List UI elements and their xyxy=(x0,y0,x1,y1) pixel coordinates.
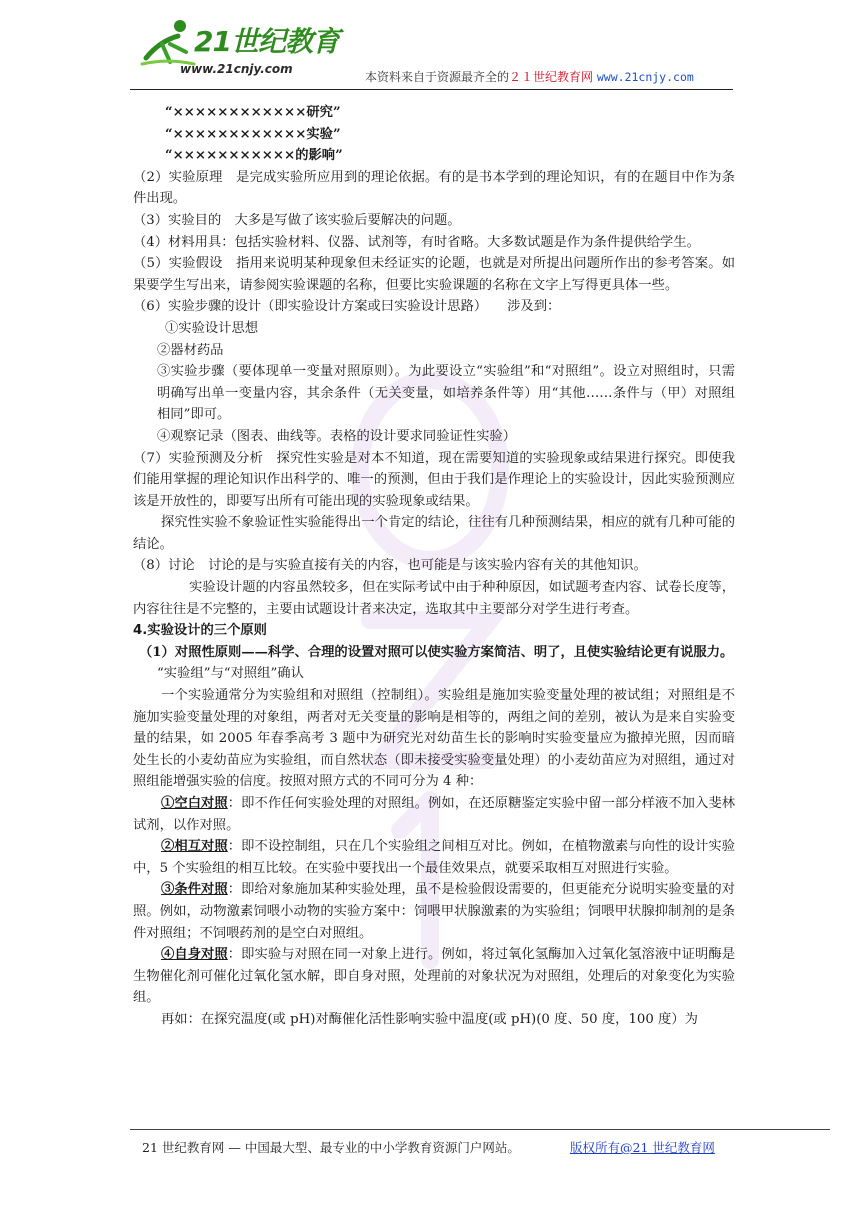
site-logo[interactable] xyxy=(140,14,340,84)
item-materials: （4）材料用具：包括实验材料、仪器、试剂等，有时省略。大多数试题是作为条件提供给学生。 xyxy=(133,234,700,250)
footer-copyright-link[interactable]: 版权所有@21 世纪教育网 xyxy=(570,1140,715,1155)
control-type-self-text: ：即实验与对照在同一对象上进行。例如，将过氧化氢酶加入过氧化氢溶液中证明酶是生物催化剂可催化过氧化氢水解，即自身对照，处理前的对象状况为对照组，处理后的对象变化为实验组。 xyxy=(133,947,736,1006)
section-heading-principles: 4.实验设计的三个原则 xyxy=(133,623,267,639)
document-body xyxy=(133,102,735,1031)
footer-divider xyxy=(130,1129,830,1130)
page-footer xyxy=(142,1138,715,1156)
control-type-mutual-text: ：即不设控制组，只在几个实验组之间相互对比。例如，在植物激素与向性的设计实验中，5 个实验组的相互比较。在实验中要找出一个最佳效果点，就要采取相互对照进行实验。 xyxy=(133,839,736,876)
control-type-mutual-label: ②相互对照 xyxy=(161,839,228,855)
control-type-blank-text: ：即不作任何实验处理的对照组。例如，在还原糖鉴定实验中留一部分样液不加入斐林试剂，以作对照。 xyxy=(133,796,736,833)
control-type-condition-label: ③条件对照 xyxy=(161,882,228,898)
title-example-research: “××××××××××××研究” xyxy=(165,105,341,120)
footer-tagline: 21 世纪教育网 — 中国最大型、最专业的中小学教育资源门户网站。 xyxy=(142,1140,520,1155)
title-example-influence: “×××××××××××的影响” xyxy=(165,148,343,164)
item-principle: （2）实验原理 是完成实验所应用到的理论依据。有的是书本学到的理论知识，有的在题目中作为条件出现。 xyxy=(133,169,735,207)
logo-url: www.21cnjy.com xyxy=(180,62,293,76)
design-summary: 实验设计题的内容虽然较多，但在实际考试中由于种种原因，如试题考查内容、试卷长度等，内容往往是不完整的，主要由试题设计者来决定，选取其中主要部分对学生进行考查。 xyxy=(133,580,735,617)
runner-icon xyxy=(140,18,196,68)
example-temperature-ph: 再如：在探究温度(或 pH)对酶催化活性影响实验中温度(或 pH)(0 度、50 度，100 度）为 xyxy=(161,1011,698,1027)
control-type-condition-text: ：即给对象施加某种实验处理，虽不是检验假设需要的，但更能充分说明实验变量的对照。例如，动物激素饲喂小动物的实验方案中：饲喂甲状腺激素的为实验组；饲喂甲状腺抑制剂的是条件对照组；不饲喂药剂的是空白对照组。 xyxy=(133,882,736,941)
control-type-self xyxy=(133,944,735,1009)
group-definition-text: 一个实验通常分为实验组和对照组（控制组）。实验组是施加实验变量处理的被试组；对照组是不施加实验变量处理的对象组，两者对无关变量的影响是相等的，两组之间的差别，被认为是来自实验变量的结果，如 2005 年春季高考 3 题中为研究光对幼苗生长的影响时实验变量应为撤掉光照，因而暗处生长的小麦幼苗应为实验组，而自然状态（即未接受实验变量处理）的小麦幼苗应为对照组，通过对照组能增强实验的信度。按照对照方式的不同可分为 4 种： xyxy=(133,688,735,790)
note-prefix: 本资料来自于资源最齐全的 xyxy=(365,70,510,84)
page-header xyxy=(0,0,860,92)
header-divider xyxy=(130,89,733,90)
control-type-self-label: ④自身对照 xyxy=(161,947,228,963)
control-type-blank xyxy=(133,793,735,836)
control-type-blank-label: ①空白对照 xyxy=(161,796,228,811)
note-url-link[interactable]: www.21cnjy.com xyxy=(596,70,694,84)
steps-sub-procedure: ③实验步骤（要体现单一变量对照原则）。为此要设立“实验组”和“对照组”。设立对照组时，只需明确写出单一变量内容，其余条件（无关变量，如培养条件等）用“其他……条件与（甲）对照组相同”即可。 xyxy=(157,364,735,423)
item-purpose: （3）实验目的 大多是写做了该实验后要解决的问题。 xyxy=(133,212,461,228)
header-source-note xyxy=(365,68,694,85)
principle-control-heading: （1）对照性原则——科学、合理的设置对照可以使实验方案简洁、明了，且使实验结论更有说服力。 xyxy=(139,644,734,660)
logo-text: 21世纪教育 xyxy=(194,25,339,58)
item-discussion: （8）讨论 讨论的是与实验直接有关的内容，也可能是与该实验内容有关的其他知识。 xyxy=(133,558,647,574)
group-definition-heading: “实验组”与“对照组”确认 xyxy=(157,666,304,682)
item-prediction: （7）实验预测及分析 探究性实验是对本不知道，现在需要知道的实验现象或结果进行探究。即使我们能用掌握的理论知识作出科学的、唯一的预测，但由于我们是作理论上的实验设计，因此实验预测应该是开放性的，即要写出所有可能出现的实验现象或结果。 xyxy=(133,450,735,509)
steps-sub-idea: ①实验设计思想 xyxy=(165,320,259,336)
item-steps-design: （6）实验步骤的设计（即实验设计方案或曰实验设计思路） 涉及到： xyxy=(133,299,561,315)
title-example-experiment: “××××××××××××实验” xyxy=(165,126,341,142)
control-type-condition xyxy=(133,879,735,944)
steps-sub-materials: ②器材药品 xyxy=(157,342,224,358)
prediction-note: 探究性实验不象验证性实验能得出一个肯定的结论，往往有几种预测结果，相应的就有几种可能的结论。 xyxy=(133,515,735,552)
note-site-link[interactable]: ２１世纪教育网 xyxy=(509,70,594,84)
steps-sub-record: ④观察记录（图表、曲线等。表格的设计要求同验证性实验） xyxy=(157,428,517,444)
control-type-mutual xyxy=(133,836,735,879)
item-hypothesis: （5）实验假设 指用来说明某种现象但未经证实的论题，也就是对所提出问题所作出的参考答案。如果要学生写出来，请参阅实验课题的名称，但要比实验课题的名称在文字上写得更具体一些。 xyxy=(133,256,735,293)
